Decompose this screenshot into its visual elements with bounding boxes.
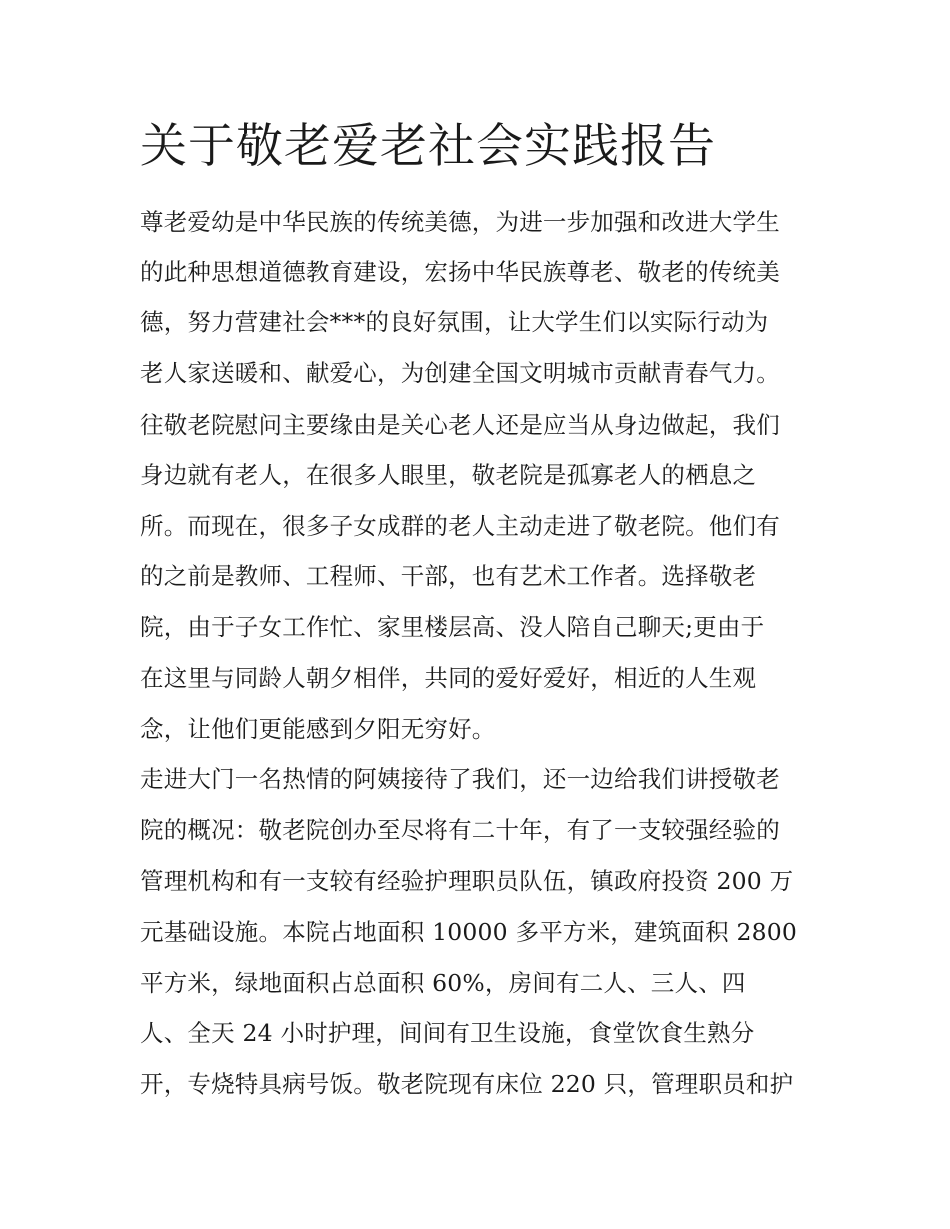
paragraph-line: 人、全天 24 小时护理，间间有卫生设施，食堂饮食生熟分	[140, 1019, 755, 1047]
paragraph-line: 管理机构和有一支较有经验护理职员队伍，镇政府投资 200 万	[140, 867, 794, 895]
document-title: 关于敬老爱老社会实践报告	[140, 119, 716, 174]
paragraph-line: 元基础设施。本院占地面积 10000 多平方米，建筑面积 2800	[140, 918, 798, 946]
paragraph-line: 念，让他们更能感到夕阳无穷好。	[140, 715, 496, 743]
paragraph-line: 尊老爱幼是中华民族的传统美德，为进一步加强和改进大学生	[140, 208, 780, 236]
paragraph-line: 往敬老院慰问主要缘由是关心老人还是应当从身边做起，我们	[140, 411, 780, 439]
paragraph-line: 院的概况：敬老院创办至尽将有二十年，有了一支较强经验的	[140, 816, 780, 844]
paragraph-line: 的之前是教师、工程师、干部，也有艺术工作者。选择敬老	[140, 562, 757, 590]
paragraph-line: 的此种思想道德教育建设，宏扬中华民族尊老、敬老的传统美	[140, 258, 780, 286]
paragraph-line: 开，专烧特具病号饭。敬老院现有床位 220 只，管理职员和护	[140, 1070, 794, 1098]
paragraph-line: 走进大门一名热情的阿姨接待了我们，还一边给我们讲授敬老	[140, 765, 780, 793]
paragraph-line: 平方米，绿地面积占总面积 60%，房间有二人、三人、四	[140, 969, 746, 997]
paragraph-line: 老人家送暖和、献爱心，为创建全国文明城市贡献青春气力。	[140, 359, 780, 387]
paragraph-line: 在这里与同龄人朝夕相伴，共同的爱好爱好，相近的人生观	[140, 664, 757, 692]
paragraph-line: 德，努力营建社会***的良好氛围，让大学生们以实际行动为	[140, 308, 769, 336]
paragraph-line: 院，由于子女工作忙、家里楼层高、没人陪自己聊天;更由于	[140, 613, 765, 641]
paragraph-line: 身边就有老人，在很多人眼里，敬老院是孤寡老人的栖息之	[140, 461, 757, 489]
paragraph-line: 所。而现在，很多子女成群的老人主动走进了敬老院。他们有	[140, 512, 780, 540]
